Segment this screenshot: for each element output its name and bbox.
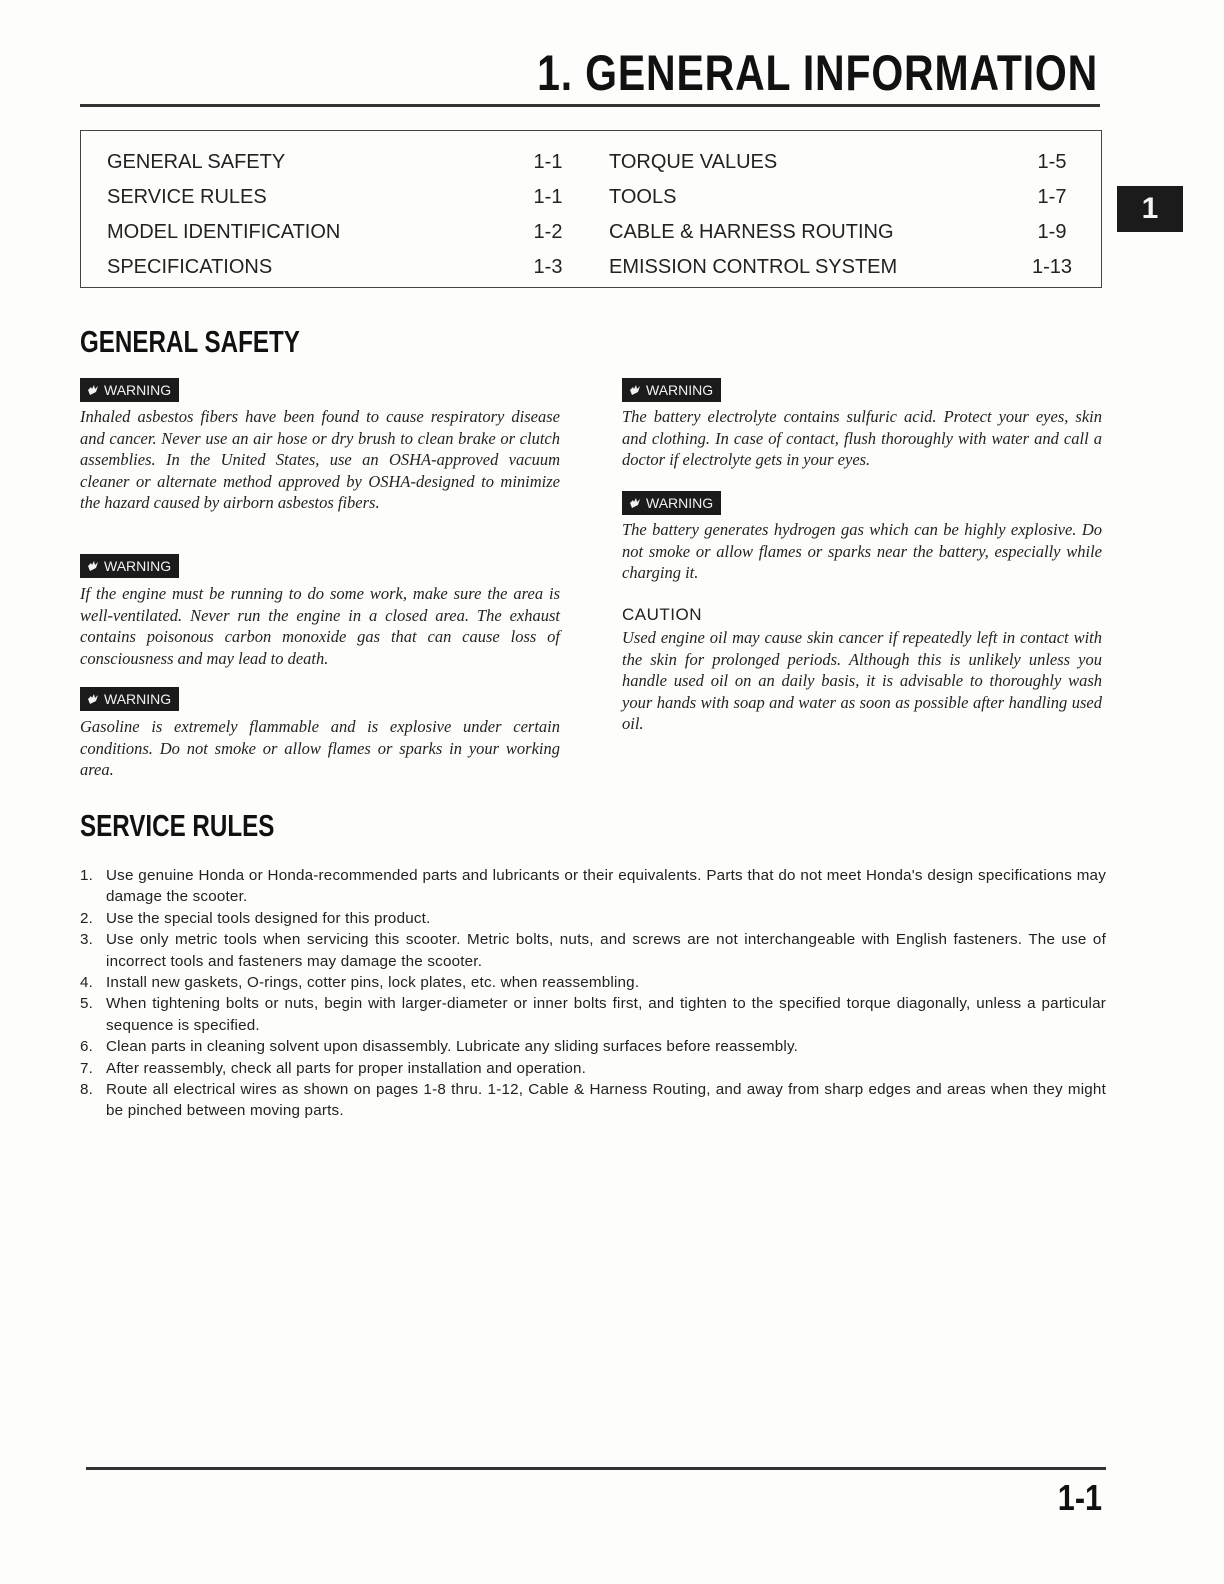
toc-entry[interactable] — [609, 180, 1079, 215]
service-rules-list — [80, 865, 1106, 1122]
toc-entry[interactable] — [107, 250, 575, 285]
toc-page: 1-1 — [533, 186, 563, 208]
rule-number: 3. — [80, 931, 94, 949]
rule-number: 4. — [80, 974, 94, 992]
title-rule — [80, 104, 1100, 107]
warning-badge — [80, 687, 179, 711]
toc-label: MODEL IDENTIFICATION — [107, 221, 341, 243]
warning-label: WARNING — [646, 382, 714, 398]
rule-number: 5. — [80, 995, 94, 1013]
hand-warning-icon — [628, 496, 642, 510]
toc-entry[interactable] — [609, 215, 1079, 250]
hand-warning-icon — [628, 383, 642, 397]
warning-text-electrolyte: The battery electrolyte contains sulfuric acid. Protect your eyes, skin and clothing. In case of contact, flush thoroughly with water and call a doctor if electrolyte gets in your eyes. — [622, 407, 1102, 470]
rule-text: Install new gaskets, O-rings, cotter pins, lock plates, etc. when reassembling. — [106, 974, 640, 992]
list-item — [80, 865, 1106, 908]
rule-text: Use the special tools designed for this product. — [106, 909, 431, 927]
list-item — [80, 1058, 1106, 1079]
rule-text: After reassembly, check all parts for proper installation and operation. — [106, 1059, 587, 1077]
toc-entry[interactable] — [609, 145, 1079, 180]
warning-badge — [622, 378, 721, 402]
toc-entry[interactable] — [609, 250, 1079, 285]
chapter-title: 1. GENERAL INFORMATION — [537, 45, 1098, 101]
rule-number: 6. — [80, 1038, 94, 1056]
warning-label: WARNING — [646, 495, 714, 511]
toc-page: 1-1 — [533, 151, 563, 173]
toc-label: SERVICE RULES — [107, 186, 267, 208]
toc-page: 1-7 — [1037, 186, 1067, 208]
list-item — [80, 1036, 1106, 1057]
hand-warning-icon — [86, 383, 100, 397]
list-item — [80, 972, 1106, 993]
rule-text: When tightening bolts or nuts, begin with larger-diameter or inner bolts first, and tighten to the specified torque diagonally, unless a particular sequence is specified. — [106, 995, 1106, 1034]
toc-label: GENERAL SAFETY — [107, 151, 286, 173]
rule-text: Route all electrical wires as shown on pages 1-8 thru. 1-12, Cable & Harness Routing, and away from sharp edges and areas when they might be pinched between moving parts. — [106, 1081, 1106, 1120]
list-item — [80, 1079, 1106, 1122]
rule-number: 7. — [80, 1059, 94, 1077]
toc-entry[interactable] — [107, 215, 575, 250]
warning-text-gasoline: Gasoline is extremely flammable and is explosive under certain conditions. Do not smoke or allow flames or sparks in your working area. — [80, 717, 560, 780]
rule-text: Use only metric tools when servicing this scooter. Metric bolts, nuts, and screws are not interchangeable with English fasteners. The use of incorrect tools and fasteners may damage the scooter. — [106, 931, 1106, 970]
section-heading-general-safety: GENERAL SAFETY — [80, 324, 300, 359]
warning-label: WARNING — [104, 558, 172, 574]
toc-column-left — [107, 145, 575, 285]
rule-number: 8. — [80, 1081, 94, 1099]
warning-label: WARNING — [104, 382, 172, 398]
toc-page: 1-5 — [1037, 151, 1067, 173]
warning-text-hydrogen: The battery generates hydrogen gas which can be highly explosive. Do not smoke or allow flames or sparks near the battery, especially while charging it. — [622, 520, 1102, 583]
toc-entry[interactable] — [107, 145, 575, 180]
rule-number: 2. — [80, 909, 94, 927]
rule-text: Clean parts in cleaning solvent upon disassembly. Lubricate any sliding surfaces before reassembly. — [106, 1038, 799, 1056]
toc-entry[interactable] — [107, 180, 575, 215]
hand-warning-icon — [86, 559, 100, 573]
warning-label: WARNING — [104, 691, 172, 707]
section-heading-service-rules: SERVICE RULES — [80, 808, 275, 843]
hand-warning-icon — [86, 692, 100, 706]
chapter-tab[interactable]: 1 — [1117, 186, 1183, 232]
warning-badge — [80, 554, 179, 578]
toc-label: SPECIFICATIONS — [107, 256, 273, 278]
toc-label: EMISSION CONTROL SYSTEM — [609, 256, 898, 278]
caution-text-used-oil: Used engine oil may cause skin cancer if repeatedly left in contact with the skin for prolonged periods. Although this is unlikely unless you handle used oil on an daily basis, it is advisable to thoroughly wash your hands with soap and water as soon as possible after handling used oil. — [622, 628, 1102, 734]
warning-badge — [80, 378, 179, 402]
warning-text-exhaust: If the engine must be running to do some work, make sure the area is well-ventilated. Never run the engine in a closed area. The exhaust contains poisonous carbon monoxide gas that can cause loss of consciousness and may lead to death. — [80, 584, 560, 668]
toc-page: 1-3 — [533, 256, 563, 278]
footer-rule — [86, 1467, 1106, 1470]
caution-label: CAUTION — [622, 605, 702, 624]
toc-box — [80, 130, 1102, 288]
toc-label: CABLE & HARNESS ROUTING — [609, 221, 894, 243]
list-item — [80, 993, 1106, 1036]
toc-label: TORQUE VALUES — [609, 151, 778, 173]
page-number: 1-1 — [1057, 1477, 1102, 1518]
warning-text-asbestos: Inhaled asbestos fibers have been found to cause respiratory disease and cancer. Never use an air hose or dry brush to clean brake or clutch assemblies. In the United States, use an OSHA-approved vacuum cleaner or alternate method approved by OSHA-designed to minimize the hazard caused by airborn asbestos fibers. — [80, 407, 560, 513]
toc-column-right — [609, 145, 1079, 285]
warning-badge — [622, 491, 721, 515]
rule-text: Use genuine Honda or Honda-recommended parts and lubricants or their equivalents. Parts that do not meet Honda's design specifications may damage the scooter. — [106, 867, 1106, 906]
toc-page: 1-9 — [1037, 221, 1067, 243]
toc-label: TOOLS — [609, 186, 677, 208]
list-item — [80, 908, 1106, 929]
list-item — [80, 929, 1106, 972]
toc-page: 1-2 — [533, 221, 563, 243]
toc-page: 1-13 — [1031, 256, 1073, 278]
rule-number: 1. — [80, 867, 94, 884]
